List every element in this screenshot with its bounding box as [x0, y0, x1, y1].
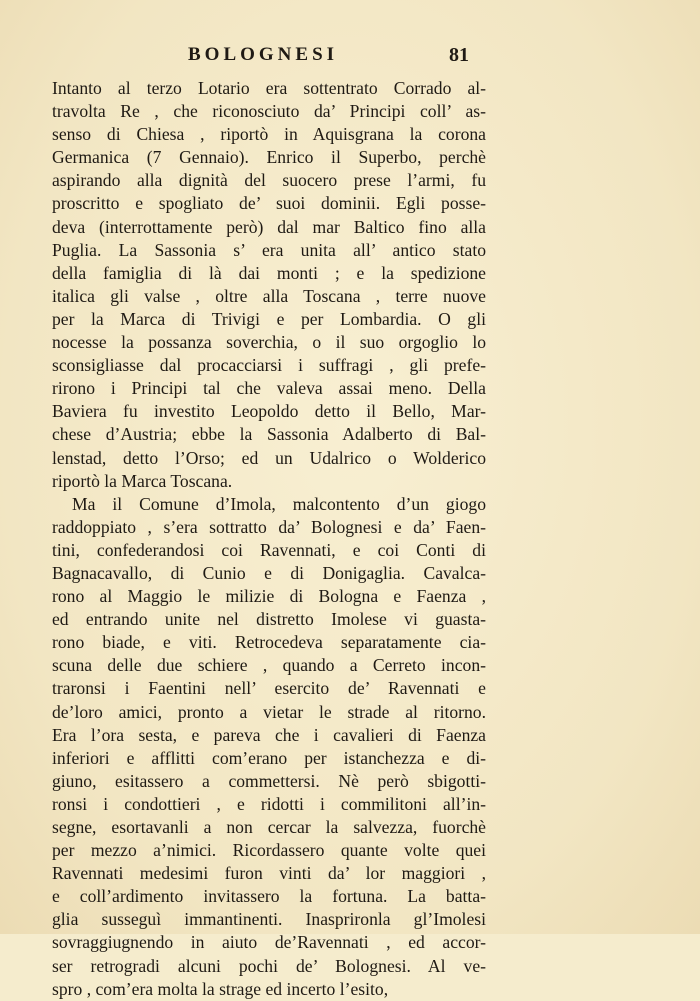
- text-line: ed entrando unite nel distretto Imolese vi guasta-: [52, 609, 486, 630]
- page-number: 81: [449, 44, 469, 66]
- text-line: ser retrogradi alcuni pochi de’ Bolognesi. Al ve-: [52, 955, 486, 976]
- text-line: Ravennati medesimi furon vinti da’ lor maggiori ,: [52, 863, 486, 884]
- text-line: lenstad, detto l’Orso; ed un Udalrico o Wolderico: [52, 447, 486, 468]
- text-line: per mezzo a’nimici. Ricordassero quante volte quei: [52, 840, 486, 861]
- text-line: traronsi i Faentini nell’ esercito de’ Ravennati e: [52, 678, 486, 699]
- text-line: sovraggiugnendo in aiuto de’Ravennati , ed accor-: [52, 932, 486, 953]
- text-line: de’loro amici, pronto a vietar le strade al ritorno.: [52, 701, 486, 722]
- text-line: rirono i Principi tal che valeva assai meno. Della: [52, 378, 486, 399]
- text-line: travolta Re , che riconosciuto da’ Principi coll’ as-: [52, 101, 486, 122]
- text-line: glia susseguì immantinenti. Inasprironla gl’Imolesi: [52, 909, 486, 930]
- text-line: aspirando alla dignità del suocero prese l’armi, fu: [52, 170, 486, 191]
- text-line: deva (interrottamente però) dal mar Baltico fino alla: [52, 216, 486, 237]
- text-line: senso di Chiesa , riportò in Aquisgrana la corona: [52, 124, 486, 145]
- text-line: sconsigliasse dal procacciarsi i suffragi , gli prefe-: [52, 355, 486, 376]
- text-line: rono biade, e viti. Retrocedeva separatamente cia-: [52, 632, 486, 653]
- text-line: Puglia. La Sassonia s’ era unita all’ antico stato: [52, 239, 486, 260]
- text-line: e coll’ardimento invitassero la fortuna. La batta-: [52, 886, 486, 907]
- text-line: Germanica (7 Gennaio). Enrico il Superbo, perchè: [52, 147, 486, 168]
- text-line: per la Marca di Trivigi e per Lombardia. O gli: [52, 308, 486, 329]
- text-line: della famiglia di là dai monti ; e la spedizione: [52, 262, 486, 283]
- text-line: riportò la Marca Toscana.: [52, 470, 233, 491]
- text-line: Intanto al terzo Lotario era sottentrato Corrado al-: [52, 78, 486, 98]
- text-line: spro , com’era molta la strage ed incerto l’esito,: [52, 978, 389, 999]
- body-text: [52, 77, 486, 1001]
- text-line: proscritto e spogliato de’ suoi dominii. Egli posse-: [52, 193, 486, 214]
- text-line: scuna delle due schiere , quando a Cerreto incon-: [52, 655, 486, 676]
- page-header: [52, 44, 472, 68]
- text-line: Era l’ora sesta, e pareva che i cavalieri di Faenza: [52, 724, 486, 745]
- paragraph-2: [52, 493, 486, 1001]
- text-line: inferiori e afflitti com’erano per istanchezza e di-: [52, 747, 486, 768]
- text-line: Baviera fu investito Leopoldo detto il Bello, Mar-: [52, 401, 486, 422]
- text-line: italica gli valse , oltre alla Toscana , terre nuove: [52, 285, 486, 306]
- text-line: ronsi i condottieri , e ridotti i commilitoni all’in-: [52, 793, 486, 814]
- text-line: segne, esortavanli a non cercar la salvezza, fuorchè: [52, 817, 486, 837]
- text-line: Bagnacavallo, di Cunio e di Donigaglia. Cavalca-: [52, 562, 486, 583]
- text-line: raddoppiato , s’era sottratto da’ Bolognesi e da’ Faen-: [52, 516, 486, 537]
- running-head: BOLOGNESI: [188, 44, 339, 65]
- text-line: Ma il Comune d’Imola, malcontento d’un giogo: [72, 493, 486, 514]
- text-line: giuno, esitassero a commettersi. Nè però sbigotti-: [52, 770, 486, 791]
- text-line: chese d’Austria; ebbe la Sassonia Adalberto di Bal-: [52, 424, 486, 445]
- text-line: rono al Maggio le milizie di Bologna e Faenza ,: [52, 586, 486, 607]
- text-line: tini, confederandosi coi Ravennati, e coi Conti di: [52, 539, 486, 560]
- text-line: nocesse la possanza soverchia, o il suo orgoglio lo: [52, 332, 486, 353]
- paragraph-1: [52, 77, 486, 493]
